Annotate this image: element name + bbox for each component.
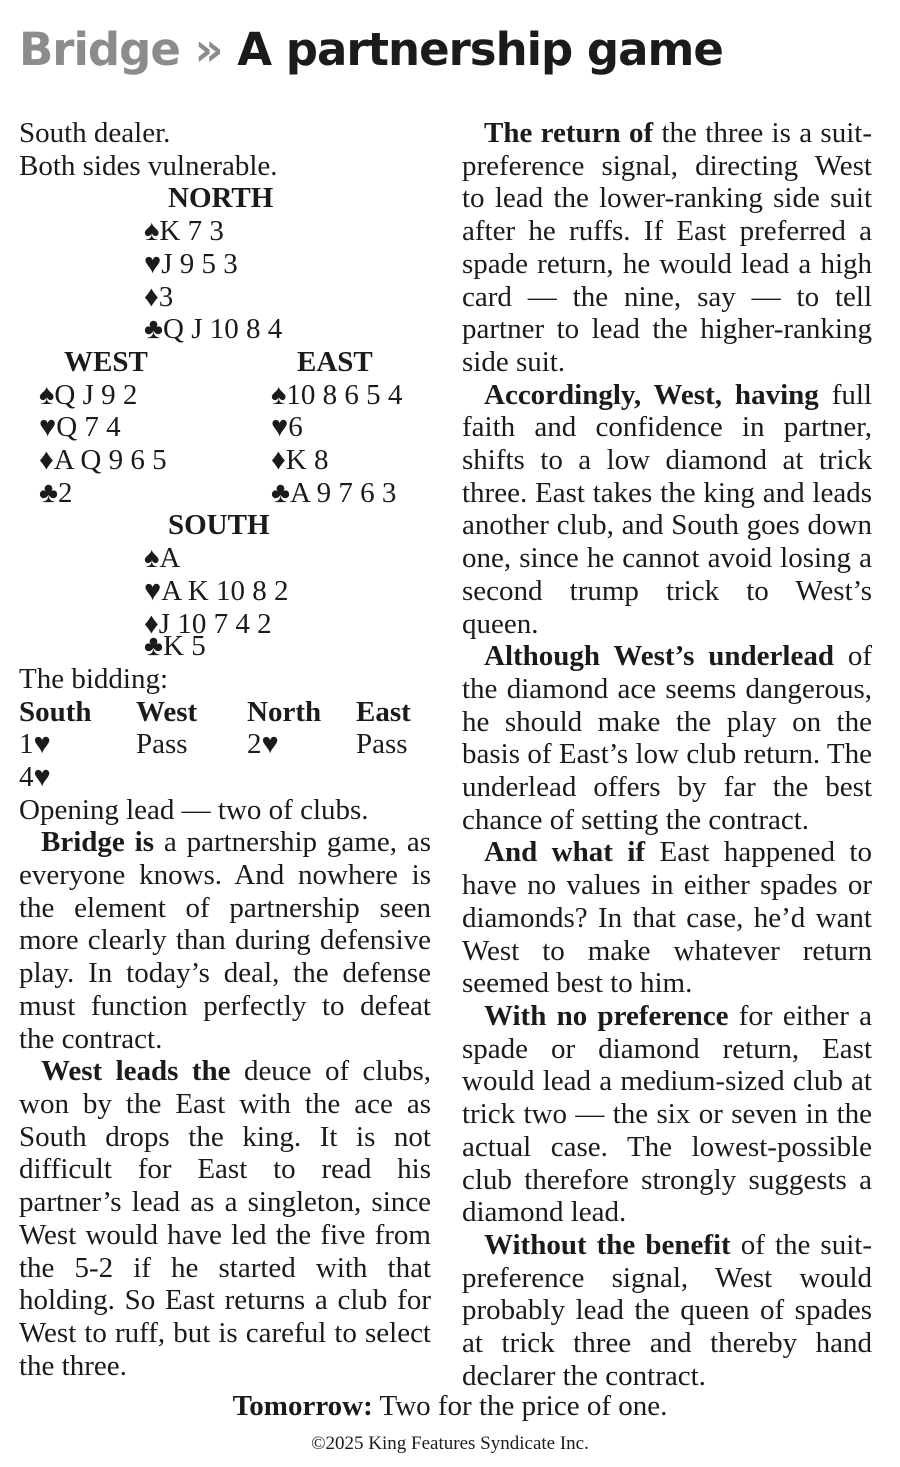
deal-diagram xyxy=(19,117,431,640)
paragraph-text: a partnership game, as everyone knows. And nowhere is the element of partnership seen more clearly than during defensive play. In today’s deal, the defense must function perfectly to defeat the contract. xyxy=(19,826,431,1055)
paragraph-text: East happened to have no values in either spades or diamonds? In that case, he’d want West to make whatever return seemed best to him. xyxy=(462,836,872,1000)
paragraph-lead: Accordingly, West, having xyxy=(484,378,819,411)
bid-header-east: East xyxy=(356,695,411,728)
bid-cell: 2♥ xyxy=(247,728,279,761)
east-diamonds: ♦K 8 xyxy=(271,444,329,476)
bid-cell: Pass xyxy=(136,728,188,761)
north-label: NORTH xyxy=(168,182,274,215)
tomorrow-label: Tomorrow: xyxy=(232,1390,373,1422)
bidding-row xyxy=(19,728,431,761)
paragraph xyxy=(462,640,872,836)
south-label: SOUTH xyxy=(168,509,270,542)
bid-cell: 1♥ xyxy=(19,728,51,761)
paragraph xyxy=(462,379,872,641)
west-hearts: ♥Q 7 4 xyxy=(39,411,121,444)
paragraph xyxy=(19,826,431,1055)
opening-lead: Opening lead — two of clubs. xyxy=(19,793,369,826)
paragraph-text: for either a spade or diamond return, East would lead a medium-sized club at trick two — the six or seven in the actual case. The lowest-possible club therefore strongly suggests a diamond lead. xyxy=(462,999,872,1229)
west-label: WEST xyxy=(64,345,148,378)
paragraph xyxy=(462,1000,872,1229)
west-spades: ♠Q J 9 2 xyxy=(39,378,138,411)
north-spades: ♠K 7 3 xyxy=(144,215,224,248)
paragraph-text: deuce of clubs, won by the East with the ace as South drops the king. It is not difficult for East to read his partner’s lead as a singleton, since West would have led the five from the 5-2 if he started with that holding. So East returns a club for West to ruff, but is careful to select the three. xyxy=(19,1055,431,1382)
paragraph-lead: Bridge is xyxy=(41,826,154,859)
title-kicker: Bridge » xyxy=(19,23,223,76)
page-title xyxy=(19,22,723,78)
bid-header-west: West xyxy=(136,695,198,728)
vulnerability-text: Both sides vulnerable. xyxy=(19,149,278,182)
paragraph-lead: Although West’s underlead xyxy=(484,640,834,673)
south-spades: ♠A xyxy=(144,542,181,575)
bid-cell: 4♥ xyxy=(19,760,51,793)
bid-cell: Pass xyxy=(356,728,408,761)
paragraph xyxy=(462,1229,872,1393)
south-hearts: ♥A K 10 8 2 xyxy=(144,574,289,607)
east-label: EAST xyxy=(297,345,373,378)
paragraph xyxy=(19,1055,431,1382)
west-clubs: ♣2 xyxy=(39,476,73,509)
paragraph-lead: The return of xyxy=(484,117,654,149)
title-main: A partnership game xyxy=(237,23,723,76)
bidding-label: The bidding: xyxy=(19,662,169,695)
west-diamonds: ♦A Q 9 6 5 xyxy=(39,444,167,476)
bid-header-north: North xyxy=(247,695,322,728)
copyright: ©2025 King Features Syndicate Inc. xyxy=(311,1433,589,1454)
bidding-row xyxy=(19,761,431,794)
south-diamonds: ♦J 10 7 4 2 xyxy=(144,607,272,640)
north-hearts: ♥J 9 5 3 xyxy=(144,247,238,280)
south-clubs: ♣K 5 xyxy=(144,630,206,663)
paragraph-lead: Without the benefit xyxy=(484,1228,731,1261)
right-column xyxy=(462,117,872,1392)
paragraph-lead: West leads the xyxy=(41,1055,231,1088)
paragraph-text: full faith and confidence in partner, shifts to a low diamond at trick three. East takes the king and leads another club, and South goes down one, since he cannot avoid losing a second trump trick to West’s queen. xyxy=(462,378,872,640)
paragraph-text: of the diamond ace seems dangerous, he should make the play on the basis of East’s low club return. The underlead offers by far the best chance of setting the contract. xyxy=(462,640,872,836)
tomorrow-note xyxy=(0,1390,900,1423)
north-diamonds: ♦3 xyxy=(144,280,174,313)
bid-header-south: South xyxy=(19,695,92,728)
paragraph-lead: And what if xyxy=(484,836,646,869)
paragraph-text: of the suit-preference signal, West would probably lead the queen of spades at trick three and thereby hand declarer the contract. xyxy=(462,1228,872,1392)
bidding-section xyxy=(19,663,431,794)
bidding-header xyxy=(19,696,431,729)
tomorrow-text: Two for the price of one. xyxy=(372,1390,668,1422)
north-clubs: ♣Q J 10 8 4 xyxy=(144,313,283,346)
paragraph-text: the three is a suit-preference signal, directing West to lead the lower-ranking side suit after he ruffs. If East preferred a spade return, he would lead a high card — the nine, say — to tell partner to lead the higher-ranking side suit. xyxy=(462,117,872,378)
paragraph xyxy=(462,117,872,379)
east-hearts: ♥6 xyxy=(271,411,303,444)
east-spades: ♠10 8 6 5 4 xyxy=(271,378,403,411)
east-clubs: ♣A 9 7 6 3 xyxy=(271,476,397,509)
paragraph xyxy=(462,836,872,1000)
dealer-text: South dealer. xyxy=(19,117,171,149)
left-column xyxy=(19,117,431,1382)
paragraph-lead: With no preference xyxy=(484,999,729,1032)
